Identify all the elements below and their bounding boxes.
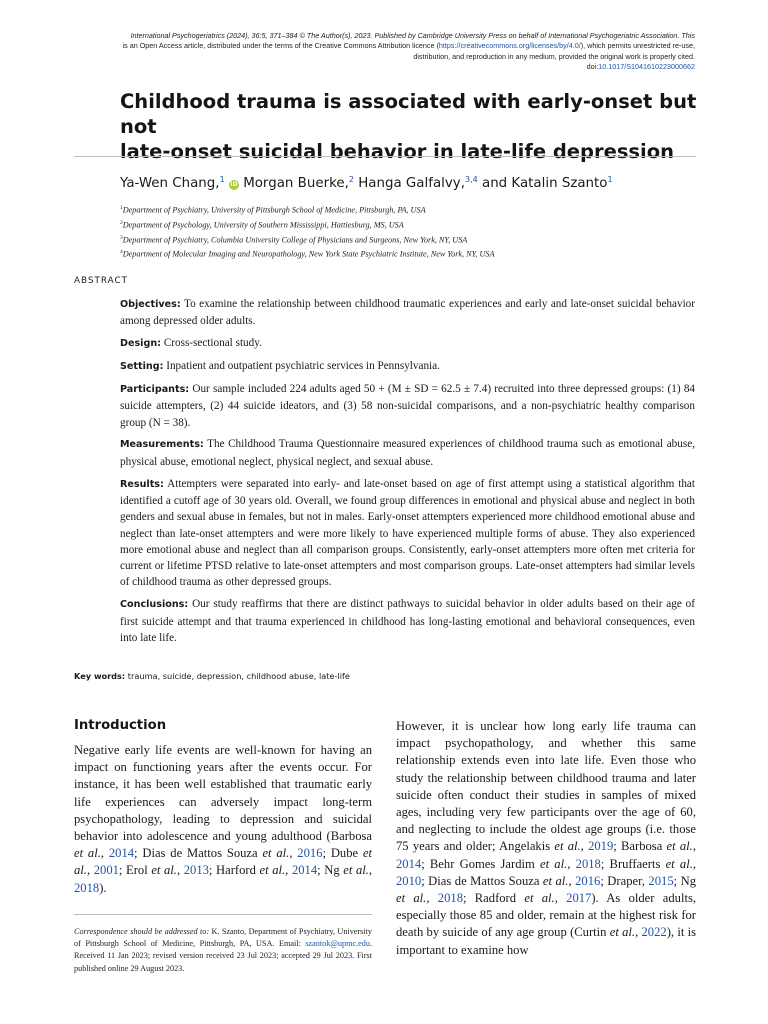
affiliation-item: $^2$Department of Psychology, University of Southern Mississippi, Hattiesburg, MS, USA xyxy=(120,219,404,230)
etal-text: et al. xyxy=(74,846,101,861)
etal-text: et al. xyxy=(542,873,569,888)
citation-link[interactable]: 2018 xyxy=(74,880,100,895)
orcid-icon[interactable]: iD xyxy=(230,181,238,188)
citation-link[interactable]: 2010 xyxy=(396,873,422,888)
citation-line-1: International Psychogeriatrics (2024), 36:5, 371–384 © The Author(s), 2023. Published by Cambridge University Press on behalf of International Psychogeriatric Association. This xyxy=(130,31,695,40)
body-text-run: ; Barbosa xyxy=(613,839,667,854)
body-column-right xyxy=(396,718,696,959)
title-line-2: late-onset suicidal behavior in late-life depression xyxy=(120,140,674,163)
abstract-design: Design: Cross-sectional study. xyxy=(120,337,262,350)
body-text-run: ; Bruffaerts xyxy=(600,856,666,871)
body-text-run: , xyxy=(635,925,642,940)
body-text-run: , xyxy=(554,891,567,906)
author-affil-sup: 1 xyxy=(219,175,225,184)
intro-paragraph-right xyxy=(396,718,696,959)
etal-text: et al. xyxy=(396,891,427,906)
author-affil-sup: 1 xyxy=(607,175,613,184)
citation-link[interactable]: 2014 xyxy=(108,846,135,861)
citation-link[interactable]: 2013 xyxy=(183,863,209,878)
etal-text: et al. xyxy=(151,863,177,878)
body-text-run: ; Draper, xyxy=(600,873,649,888)
body-text-run: ). As older adults, especially those 85 and older, remain at the highest risk for death by suicide of any age group (Curtin xyxy=(396,891,696,940)
doi-link[interactable]: 10.1017/S1041610223000662 xyxy=(598,62,695,72)
body-text-run: , xyxy=(86,863,94,878)
body-text-run: ; Ng xyxy=(673,873,696,888)
body-text-run: ; Dias de Mattos Souza xyxy=(421,873,543,888)
body-text-run: Negative early life events are well-known for having an impact on functioning years after the events occur. For instance, it has been well established that traumatic early life experiences can adversely impact long-term psychopathology, leading to depression and suicidal behavior into adolescence and young adulthood (Barbosa xyxy=(74,743,372,844)
author-list xyxy=(120,175,700,191)
citation-link[interactable]: 2016 xyxy=(575,873,601,888)
body-text-run: ; Harford xyxy=(208,863,260,878)
etal-text: et al. xyxy=(524,891,555,906)
citation-link[interactable]: 2014 xyxy=(291,863,318,878)
citation-link[interactable]: 2017 xyxy=(566,891,592,906)
citation-link[interactable]: 2018 xyxy=(575,856,601,871)
section-heading-introduction: Introduction xyxy=(74,718,167,733)
abstract-label: ABSTRACT xyxy=(74,276,128,286)
body-text-run: , xyxy=(567,856,576,871)
correspondence-label: Correspondence should be addressed to: xyxy=(74,926,210,936)
body-column-left xyxy=(74,718,372,975)
intro-paragraph-left xyxy=(74,742,372,897)
keywords-text: trauma, suicide, depression, childhood abuse, late-life xyxy=(127,671,350,681)
etal-text: et al. xyxy=(540,856,568,871)
etal-text: et al. xyxy=(609,925,636,940)
correspondence-note: Correspondence should be addressed to: K. Szanto, Department of Psychiatry, University of Pittsburgh School of Medicine, Pittsburgh, PA, USA. Email: szantok@upmc.edu. Received 11 Jan 2023; revised version received 23 Jul 2023; accepted 29 Jul 2023. First published online 29 August 2023. xyxy=(74,914,372,975)
citation-link[interactable]: 2016 xyxy=(297,846,323,861)
author-affil-sup: 2 xyxy=(348,175,354,184)
abstract-participants: Participants: Our sample included 224 adults aged 50 + (M ± SD = 62.5 ± 7.4) recruited into three depressed groups: (1) 84 suicide attempters, (2) 44 suicide ideators, and (3) 58 non-suicidal comparisons, and a non-psychiatric healthy comparison group (N = 38). xyxy=(120,382,696,429)
body-text-run: ; Radford xyxy=(462,891,525,906)
abstract-body xyxy=(120,296,695,652)
body-text-run: , xyxy=(568,873,576,888)
body-text-run: ; Erol xyxy=(118,863,152,878)
citation-line-3: distribution, and reproduction in any medium, provided the original work is properly cited. xyxy=(413,51,695,61)
keywords xyxy=(74,671,694,681)
keywords-label: Key words: xyxy=(74,671,126,681)
title-divider xyxy=(74,156,696,157)
body-text-run: , xyxy=(289,846,298,861)
affiliation-item: $^1$Department of Psychiatry, University of Pittsburgh School of Medicine, Pittsburgh, PA, USA xyxy=(120,205,426,215)
body-text-run: ; Dube xyxy=(322,846,363,861)
article-title xyxy=(120,89,720,164)
body-text-run: , xyxy=(692,839,696,854)
body-text-run: ; Ng xyxy=(317,863,344,878)
title-line-1: Childhood trauma is associated with early-onset but not xyxy=(120,90,697,138)
body-text-run: ). xyxy=(99,880,107,895)
correspondence-email-link[interactable]: szantok@upmc.edu xyxy=(305,939,370,949)
citation-link[interactable]: 2014 xyxy=(396,856,422,871)
body-text-run: , xyxy=(368,863,373,878)
body-text-run: ; Behr Gomes Jardim xyxy=(421,856,540,871)
journal-citation-header xyxy=(55,31,695,73)
citation-link[interactable]: 2018 xyxy=(437,891,463,906)
affiliations xyxy=(120,202,720,261)
etal-text: et al. xyxy=(554,839,581,854)
doi-line: doi:10.1017/S1041610223000662 xyxy=(586,62,695,72)
etal-text: et al. xyxy=(259,863,286,878)
citation-link[interactable]: 2022 xyxy=(641,925,667,940)
body-text-run: , xyxy=(692,856,697,871)
author-name[interactable]: Ya-Wen Chang, xyxy=(120,176,220,191)
body-text-run: , xyxy=(100,846,109,861)
abstract-objectives: Objectives: To examine the relationship between childhood traumatic experiences and early and late-onset suicidal behavior among depressed older adults. xyxy=(120,298,695,328)
etal-text: et al. xyxy=(665,856,693,871)
affiliation-item: $^4$Department of Molecular Imaging and Neuropathology, New York State Psychiatric Institute, New York, NY, USA xyxy=(120,249,495,260)
author-affil-sup: 3,4 xyxy=(464,175,478,184)
citation-link[interactable]: 2001 xyxy=(93,863,119,878)
citation-line-2: is an Open Access article, distributed under the terms of the Creative Commons Attribution licence (https://creativecommons.org/licenses/by/4.0/), which permits unrestricted re-use, xyxy=(122,41,695,51)
abstract-conclusions: Conclusions: Our study reaffirms that there are distinct pathways to suicidal behavior in older adults based on their age of first suicide attempt and that trauma experienced in childhood has long-lasting emotional and behavioral consequences, even into late life. xyxy=(120,598,695,644)
body-text-run: However, it is unclear how long early life trauma can impact psychopathology, and whether this same relationship extends even into late life. Even those who study the relationship between childhood trauma and later suicide often conduct their studies in samples of mixed ages, including very few participants over the age of 60, and neglecting to include the oldest age groups (i.e. those 75 years and older; Angelakis xyxy=(396,719,696,854)
etal-text: et al. xyxy=(343,863,369,878)
abstract-setting: Setting: Inpatient and outpatient psychiatric services in Pennsylvania. xyxy=(120,360,440,373)
author-name[interactable]: Hanga Galfalvy, xyxy=(358,176,465,191)
body-text-run: ; Dias de Mattos Souza xyxy=(134,846,263,861)
citation-link[interactable]: 2019 xyxy=(588,839,614,854)
author-name[interactable]: Morgan Buerke, xyxy=(243,176,349,191)
cc-license-link[interactable]: https://creativecommons.org/licenses/by/4.0/ xyxy=(438,41,581,51)
body-text-run: ), it is important to examine how xyxy=(396,925,696,957)
etal-text: et al. xyxy=(74,846,373,878)
abstract-measurements: Measurements: The Childhood Trauma Questionnaire measured experiences of childhood trauma such as emotional abuse, physical abuse, emotional neglect, physical neglect, and sexual abuse. xyxy=(120,438,695,468)
body-text-run: , xyxy=(285,863,292,878)
body-text-run: , xyxy=(426,891,438,906)
body-text-run: , xyxy=(176,863,184,878)
etal-text: et al. xyxy=(666,839,693,854)
author-name[interactable]: and Katalin Szanto xyxy=(481,176,608,191)
etal-text: et al. xyxy=(262,846,290,861)
body-text-run: , xyxy=(580,839,589,854)
citation-link[interactable]: 2015 xyxy=(648,873,674,888)
abstract-results: Results: Attempters were separated into early- and late-onset based on age of first attempt using a statistical algorithm that identified a cutoff age of 30 years old. Overall, we found group differences in emotional and physical abuse and neglect in both genders and sexual abuse in females, but not in males. Early-onset attempters experienced more childhood emotional abuse and neglect than late-onset attempters and were more likely to have experienced multiple forms of abuse. They also experienced more emotional abuse and neglect than all comparison groups. Consistently, early-onset attempters more often met criteria for current or lifetime PTSD relative to late-onset attempters and most comparison groups. Late-onset attempters had similar levels of childhood trauma as other depressed groups. xyxy=(120,477,695,589)
affiliation-item: $^3$Department of Psychiatry, Columbia University College of Physicians and Surgeons, New York, NY, USA xyxy=(120,234,468,245)
